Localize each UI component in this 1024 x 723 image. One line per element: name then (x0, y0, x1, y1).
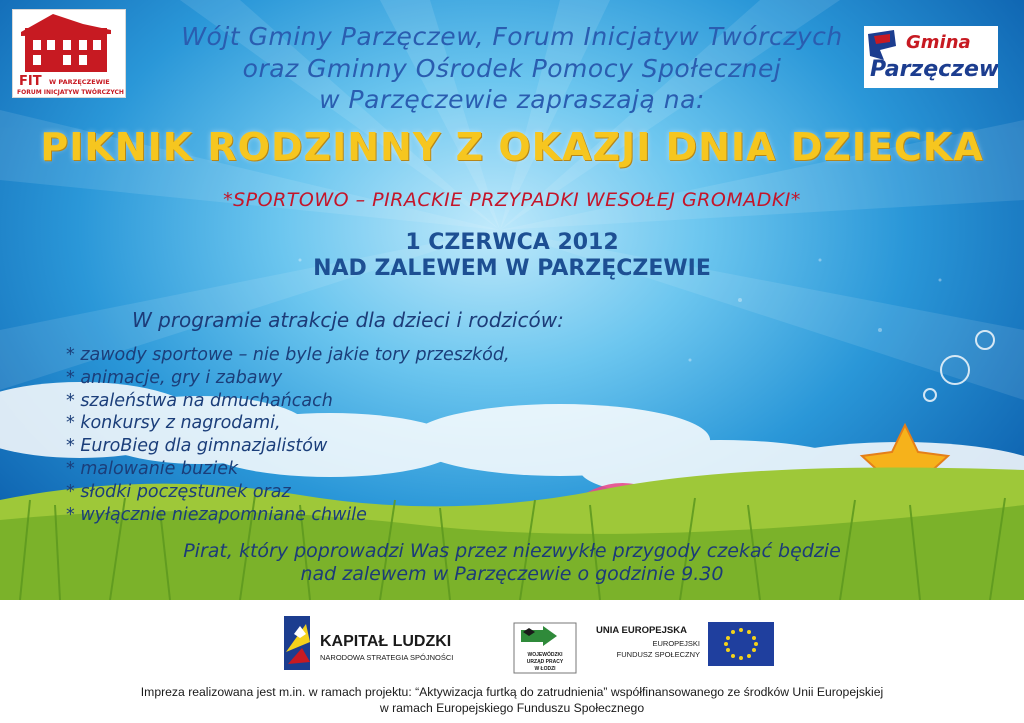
footer-line-2: w ramach Europejskiego Funduszu Społecznego (379, 701, 645, 715)
kapital-title: KAPITAŁ LUDZKI (320, 633, 452, 650)
list-item: * zawody sportowe – nie byle jakie tory przeszkód, (66, 345, 510, 365)
list-item: * malowanie buziek (66, 458, 239, 479)
closing-line-1: Pirat, który poprowadzi Was przez niezwykłe przygody czekać będzie (183, 540, 841, 562)
fit-logo (12, 9, 126, 98)
svg-text:FORUM INICJATYW TWÓRCZYCH: FORUM INICJATYW TWÓRCZYCH (17, 89, 124, 96)
wup-logo (513, 622, 577, 674)
kapital-ludzki-logo (280, 612, 520, 674)
closing-line-2: nad zalewem w Parzęczewie o godzinie 9.30 (300, 563, 724, 585)
list-item: * animacje, gry i zabawy (66, 367, 283, 388)
closing-text (0, 540, 1024, 586)
event-subtitle: *SPORTOWO – PIRACKIE PRZYPADKI WESOŁEJ GROMADKI* (223, 189, 801, 211)
svg-text:Parzęczew: Parzęczew (870, 57, 998, 82)
list-item: * słodki poczęstunek oraz (66, 481, 291, 502)
list-item: * szaleństwa na dmuchańcach (66, 390, 333, 411)
attractions-list (66, 344, 510, 526)
list-item: * konkursy z nagrodami, (66, 413, 281, 434)
wup-line-3: W ŁODZI (534, 666, 556, 672)
event-title: PIKNIK RODZINNY Z OKAZJI DNIA DZIECKA (40, 125, 984, 169)
header-line-1: Wójt Gminy Parzęczew, Forum Inicjatyw Twórczych (181, 22, 843, 51)
bubbles (924, 331, 994, 401)
header-line-3: w Parzęczewie zapraszają na: (319, 85, 705, 114)
svg-text:Gmina: Gmina (906, 32, 971, 53)
list-item: * EuroBieg dla gimnazjalistów (66, 436, 328, 457)
eu-efs-logo (596, 620, 778, 668)
date-line: 1 CZERWCA 2012 (405, 230, 619, 255)
footer-line-1: Impreza realizowana jest m.in. w ramach projektu: “Aktywizacja furtką do zatrudnienia” współfinansowanego ze środków Unii Europejskiej (140, 685, 884, 699)
wup-line-2: URZĄD PRACY (526, 659, 564, 665)
location-line: NAD ZALEWEM W PARZĘCZEWIE (313, 256, 711, 281)
eu-line-3: FUNDUSZ SPOŁECZNY (616, 650, 700, 659)
svg-text:W PARZĘCZEWIE: W PARZĘCZEWIE (49, 78, 110, 86)
footer-note (0, 684, 1024, 716)
eu-title: UNIA EUROPEJSKA (596, 625, 687, 636)
header-line-2: oraz Gminny Ośrodek Pomocy Społecznej (242, 54, 782, 83)
kapital-subtitle: NARODOWA STRATEGIA SPÓJNOŚCI (320, 653, 454, 662)
wup-line-1: WOJEWÓDZKI (527, 652, 563, 658)
svg-text:FIT: FIT (19, 74, 42, 89)
eu-line-2: EUROPEJSKI (652, 639, 700, 648)
program-intro: W programie atrakcje dla dzieci i rodziców: (132, 308, 564, 332)
event-date (0, 230, 1024, 282)
list-item: * wyłącznie niezapomniane chwile (66, 504, 367, 525)
